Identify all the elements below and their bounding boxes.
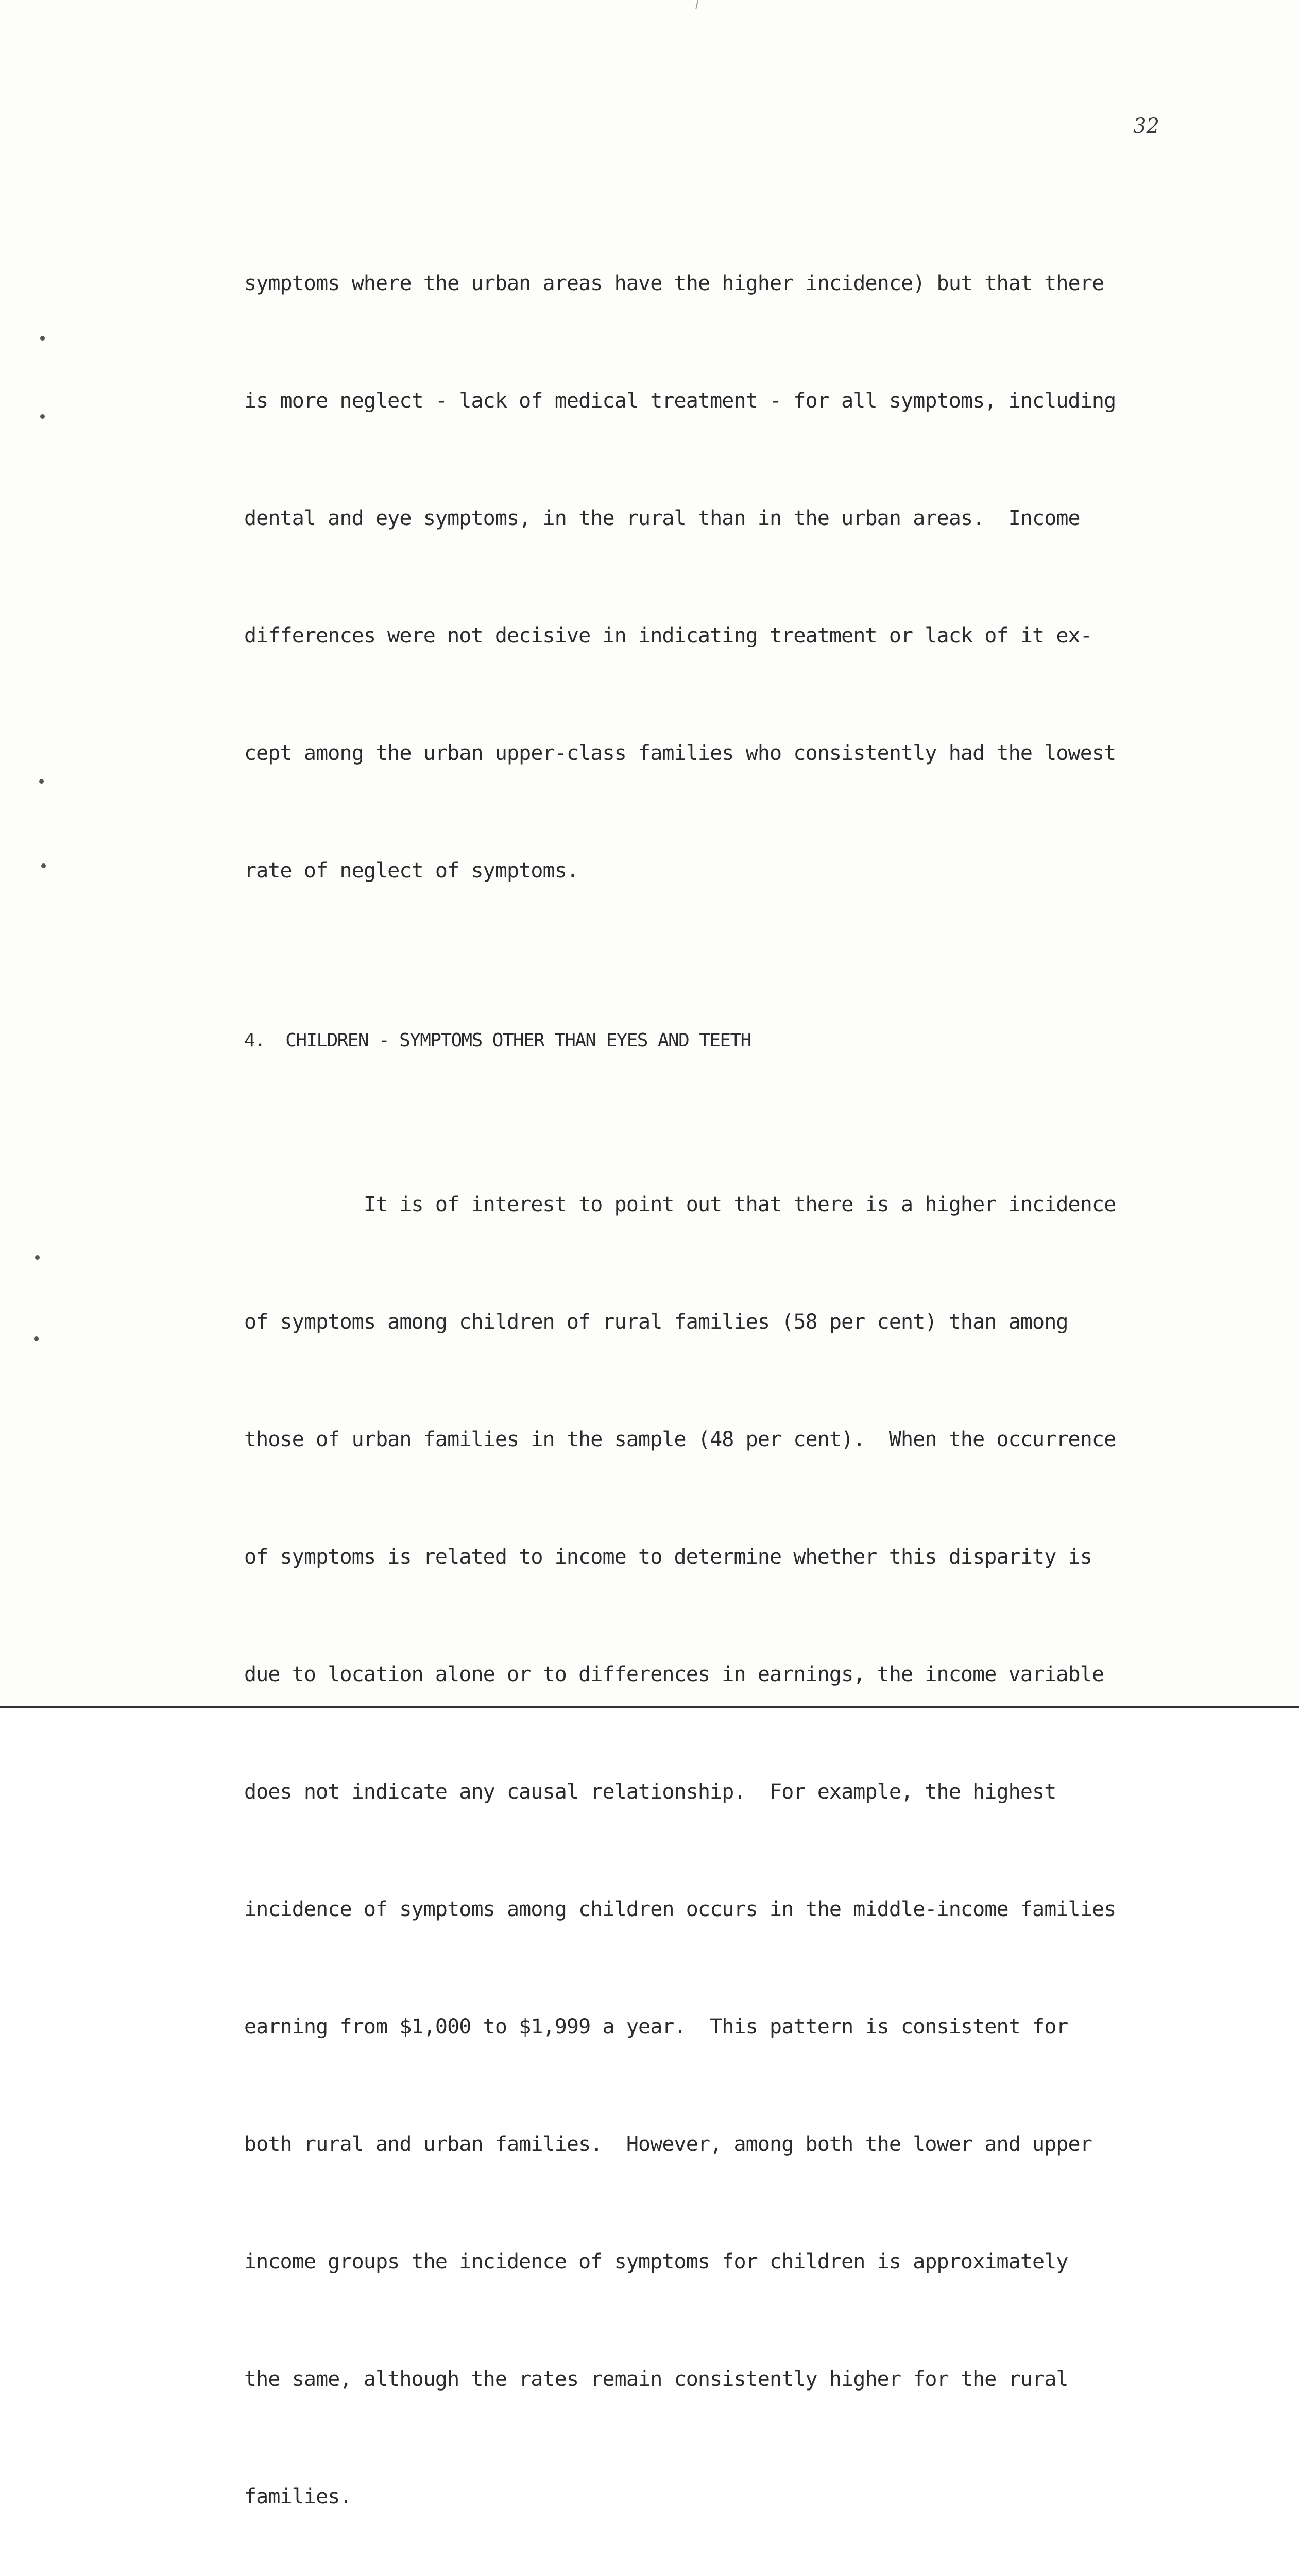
text-line: differences were not decisive in indicating treatment or lack of it ex- <box>244 624 1092 648</box>
text-line: of symptoms among children of rural families (58 per cent) than among <box>244 1310 1068 1334</box>
text-line: income groups the incidence of symptoms for children is approximately <box>244 2250 1068 2274</box>
text-line: is more neglect - lack of medical treatment - for all symptoms, including <box>244 389 1116 413</box>
margin-speck <box>40 336 45 341</box>
text-line: incidence of symptoms among children occurs in the middle-income families <box>244 1897 1116 1921</box>
text-line: the same, although the rates remain consistently higher for the rural <box>244 2367 1068 2391</box>
text-line: due to location alone or to differences in earnings, the income variable <box>244 1663 1104 1686</box>
text-line: both rural and urban families. However, among both the lower and upper <box>244 2132 1092 2156</box>
text-line: does not indicate any causal relationship. For example, the highest <box>244 1780 1056 1804</box>
page-bottom-edge <box>0 1706 1299 1708</box>
text-line: cept among the urban upper-class families who consistently had the lowest <box>244 741 1116 765</box>
text-line: It is of interest to point out that there is a higher incidence <box>244 1193 1116 1216</box>
margin-speck <box>35 1255 40 1260</box>
margin-speck <box>39 779 44 784</box>
body-text <box>244 185 1264 2576</box>
margin-speck <box>40 414 45 419</box>
page-number: 32 <box>1133 114 1159 138</box>
text-line: dental and eye symptoms, in the rural than in the urban areas. Income <box>244 506 1080 530</box>
section-heading: 4. CHILDREN - SYMPTOMS OTHER THAN EYES AND TEETH <box>244 1030 751 1051</box>
margin-speck <box>41 863 46 868</box>
text-line: those of urban families in the sample (48 per cent). When the occurrence <box>244 1428 1116 1451</box>
text-line: families. <box>244 2485 352 2509</box>
text-line: symptoms where the urban areas have the higher incidence) but that there <box>244 272 1104 295</box>
scan-mark <box>695 0 698 9</box>
text-line: earning from $1,000 to $1,999 a year. This pattern is consistent for <box>244 2015 1068 2039</box>
margin-speck <box>34 1336 39 1341</box>
text-line: of symptoms is related to income to determine whether this disparity is <box>244 1545 1092 1569</box>
text-line: rate of neglect of symptoms. <box>244 859 579 883</box>
